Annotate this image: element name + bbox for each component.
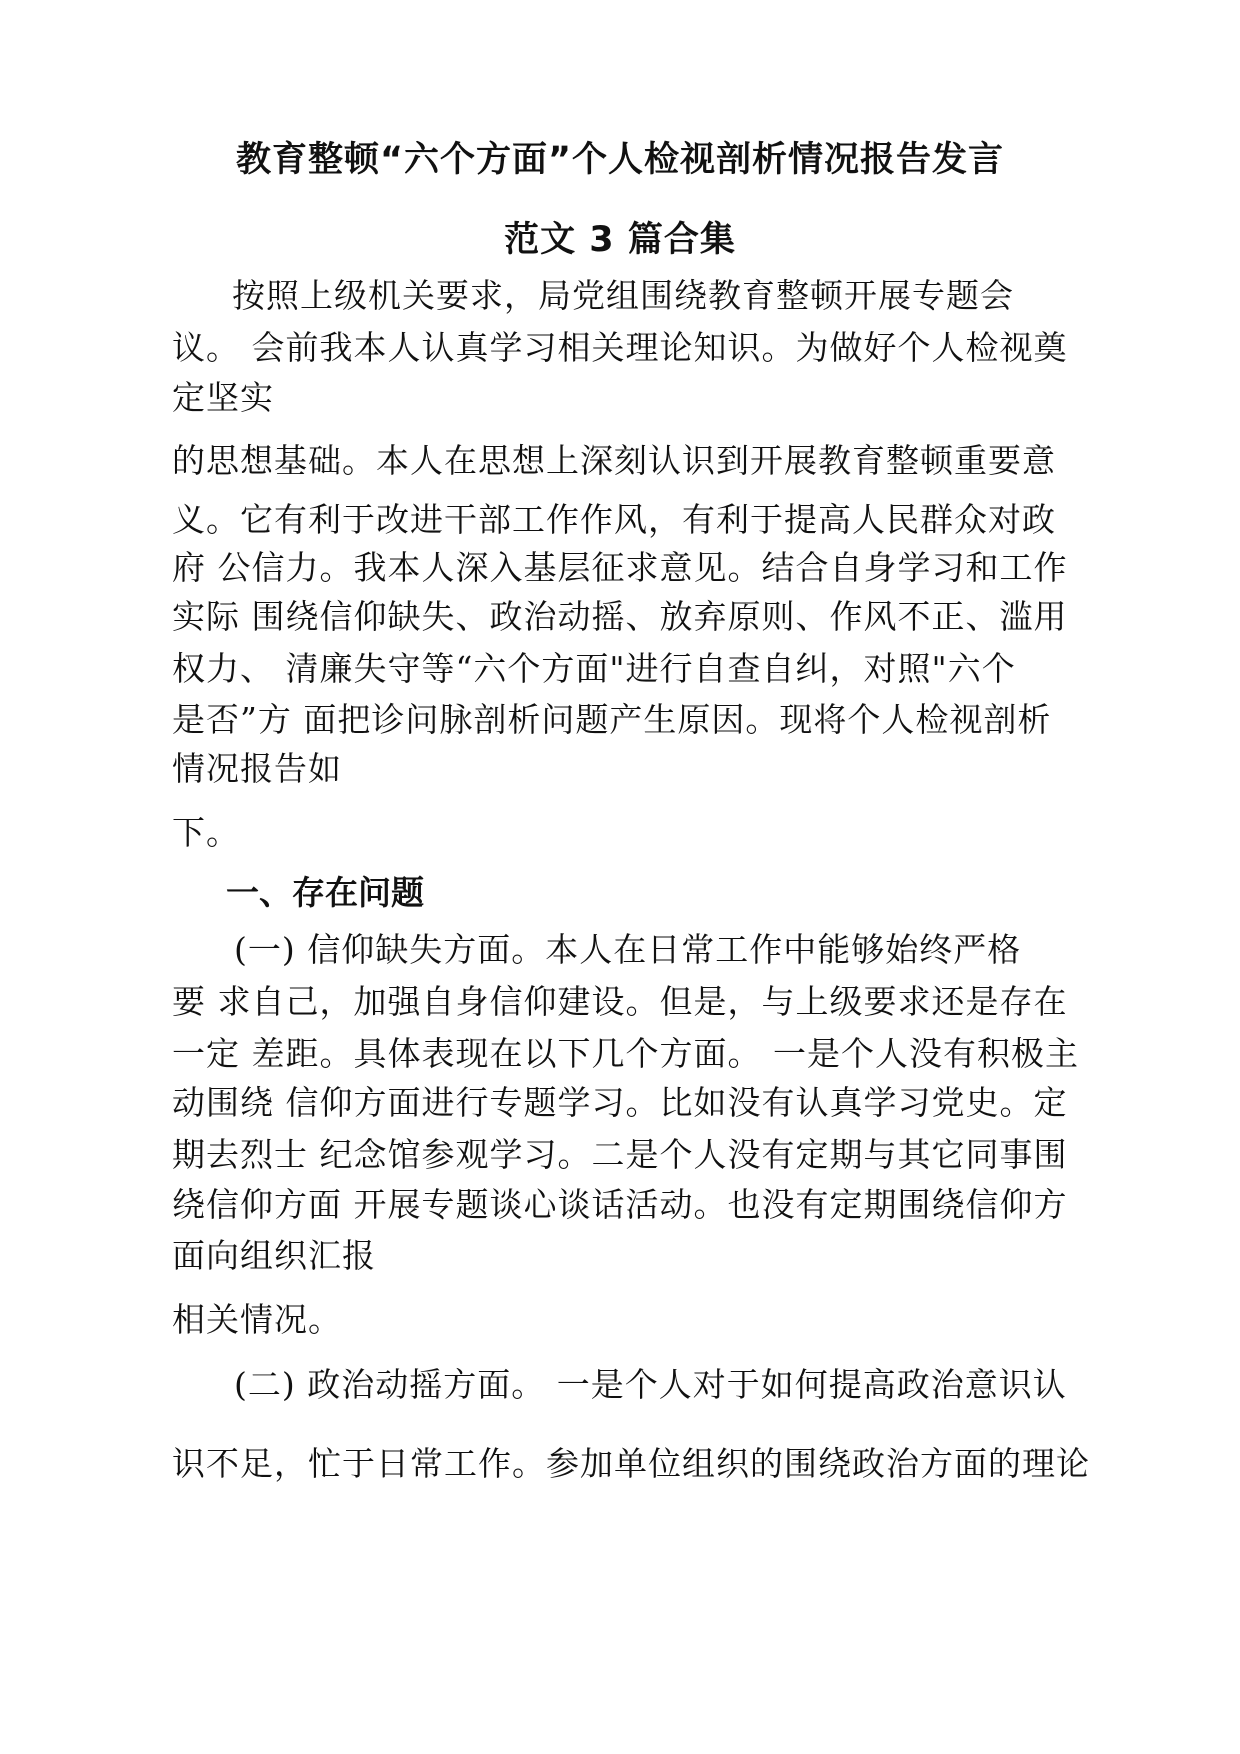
paragraph-line: 动围绕 信仰方面进行专题学习。比如没有认真学习党史。定	[172, 1083, 1068, 1122]
document-title-continued: 范文 3 篇合集	[504, 220, 736, 260]
paragraph-line: 识不足，忙于日常工作。参加单位组织的围绕政治方面的理论	[172, 1444, 1090, 1483]
intro-line: 按照上级机关要求，局党组围绕教育整顿开展专题会	[232, 276, 1014, 315]
intro-line: 定坚实	[172, 378, 274, 417]
intro-line: 权力、 清廉失守等“六个方面"进行自查自纠，对照"六个	[172, 649, 1016, 688]
paragraph-line: 一定 差距。具体表现在以下几个方面。 一是个人没有积极主	[172, 1034, 1079, 1073]
intro-line: 实际 围绕信仰缺失、政治动摇、放弃原则、作风不正、滥用	[172, 597, 1068, 636]
intro-line: 下。	[172, 813, 240, 852]
intro-line: 的思想基础。本人在思想上深刻认识到开展教育整顿重要意	[172, 441, 1056, 480]
paragraph-line: 要 求自己，加强自身信仰建设。但是，与上级要求还是存在	[172, 982, 1068, 1021]
paragraph-line: (二) 政治动摇方面。 一是个人对于如何提高政治意识认	[234, 1365, 1067, 1404]
intro-line: 府 公信力。我本人深入基层征求意见。结合自身学习和工作	[172, 548, 1068, 587]
paragraph-line: 绕信仰方面 开展专题谈心谈话活动。也没有定期围绕信仰方	[172, 1185, 1068, 1224]
paragraph-line: 期去烈士 纪念馆参观学习。二是个人没有定期与其它同事围	[172, 1135, 1068, 1174]
intro-line: 议。 会前我本人认真学习相关理论知识。为做好个人检视奠	[172, 328, 1068, 367]
section-heading: 一、存在问题	[226, 873, 424, 912]
document-title: 教育整顿“六个方面”个人检视剖析情况报告发言	[235, 140, 1004, 180]
intro-line: 义。它有利于改进干部工作作风，有利于提高人民群众对政	[172, 500, 1056, 539]
intro-line: 情况报告如	[172, 749, 342, 788]
paragraph-line: (一) 信仰缺失方面。本人在日常工作中能够始终严格	[234, 930, 1022, 969]
paragraph-line: 面向组织汇报	[172, 1236, 376, 1275]
intro-line: 是否”方 面把诊问脉剖析问题产生原因。现将个人检视剖析	[172, 700, 1052, 739]
paragraph-line: 相关情况。	[172, 1300, 342, 1339]
